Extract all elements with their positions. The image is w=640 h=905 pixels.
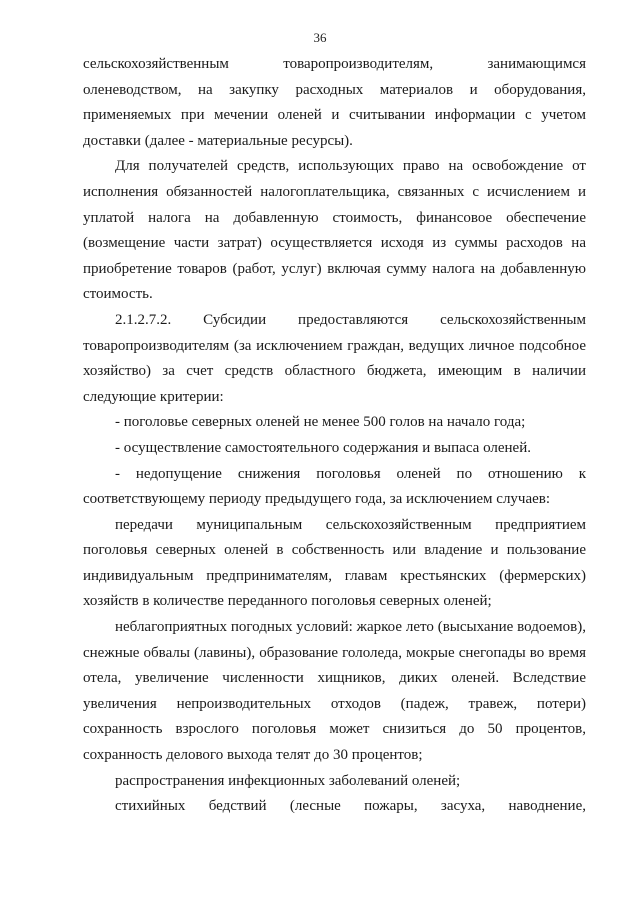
criterion-no-herd-decrease: - недопущение снижения поголовья оленей по отношению к соответствующему периоду предыдущего года, за исключением случаев: <box>83 465 586 508</box>
paragraph-vat-exemption: Для получателей средств, использующих право на освобождение от исполнения обязанностей налогоплательщика, связанных с исчислением и уплатой налога на добавленную стоимость, финансовое обеспечение (возмещение части затрат) осуществляется исходя из суммы расходов на приобретение товаров (работ, услуг) включая сумму налога на добавленную стоимость. <box>83 158 586 303</box>
criterion-herd-size: - поголовье северных оленей не менее 500 голов на начало года; <box>115 414 526 431</box>
exception-transfer: передачи муниципальным сельскохозяйственным предприятием поголовья северных оленей в собственность или владение и пользование индивидуальным предпринимателям, главам крестьянских (фермерских) хозяйств в количестве переданного поголовья северных оленей; <box>83 516 586 610</box>
document-body <box>83 52 586 820</box>
page-number: 36 <box>313 30 327 45</box>
paragraph-clause-2-1-2-7-2: 2.1.2.7.2. Субсидии предоставляются сельскохозяйственным товаропроизводителям (за исключением граждан, ведущих личное подсобное хозяйство) за счет средств областного бюджета, имеющим в наличии следующие критерии: <box>83 311 586 405</box>
criterion-independent-grazing: - осуществление самостоятельного содержания и выпаса оленей. <box>115 439 531 456</box>
exception-weather: неблагоприятных погодных условий: жаркое лето (высыхание водоемов), снежные обвалы (лавины), образование гололеда, мокрые снегопады во время отела, увеличение численности хищников, диких оленей. Вследствие увеличения непроизводительных отходов (падеж, травеж, потери) сохранность взрослого поголовья может снизиться до 50 процентов, сохранность делового выхода телят до 30 процентов; <box>83 619 586 764</box>
paragraph-continuation: сельскохозяйственным товаропроизводителям, занимающимся оленеводством, на закупку расходных материалов и оборудования, применяемых при мечении оленей и считывании информации с учетом доставки (далее - материальные ресурсы). <box>83 56 586 149</box>
exception-disasters: стихийных бедствий (лесные пожары, засуха, наводнение, <box>115 798 586 815</box>
exception-disease: распространения инфекционных заболеваний оленей; <box>115 772 461 789</box>
